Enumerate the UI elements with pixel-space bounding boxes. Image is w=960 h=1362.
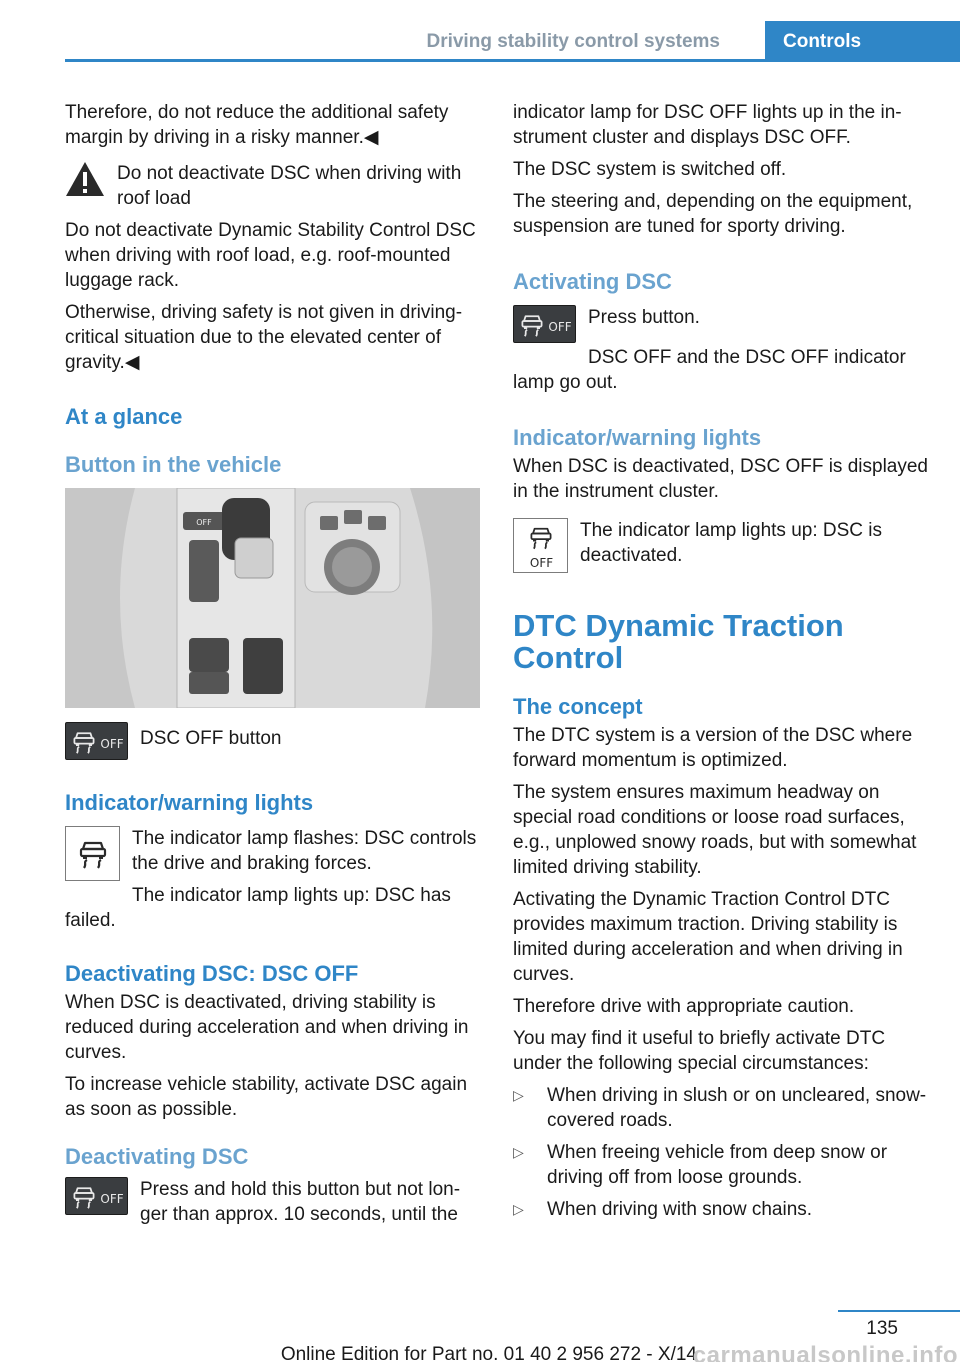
indicator-flashes-text: The indicator lamp flashes: DSC controls the drive and braking forces.: [132, 828, 477, 874]
section-title: Driving stability control systems: [426, 31, 720, 52]
activate-result-text: DSC OFF and the DSC OFF indicator lamp go out.: [513, 347, 906, 393]
heading-indicator-lights-left: Indicator/warning lights: [65, 790, 314, 815]
page-number: 135: [866, 1318, 898, 1339]
concept-paragraph-4: Therefore drive with appropriate caution.: [513, 996, 855, 1017]
deactivation-paragraph-2: To increase vehicle stability, activate DSC again as soon as possible.: [65, 1074, 468, 1120]
indicator-deactivated-text: The indicator lamp lights up: DSC is deactivated.: [580, 520, 883, 566]
concept-paragraph-2: The system ensures maximum headway on special road conditions or loose road surfaces, e.g., unplowed snowy roads, but with somewhat limited driving stability.: [513, 782, 917, 878]
warning-paragraph-2: Otherwise, driving safety is not given in driving-critical situation due to the elevated center of gravity.◀: [65, 302, 463, 373]
dsc-off-indicator-lamp-icon: [513, 518, 568, 573]
dsc-off-button-caption-row: [65, 722, 480, 762]
bullet-arrow-icon: ▷: [513, 1087, 524, 1103]
left-column: [65, 100, 480, 1234]
footer-rule: [838, 1310, 960, 1312]
concept-paragraph-5: You may find it useful to briefly activate DTC under the following special circumstances:: [513, 1028, 886, 1074]
concept-paragraph-3: Activating the Dynamic Traction Control DTC provides maximum traction. Driving stability is limited during acceleration and when driving in curves.: [513, 889, 903, 985]
warning-paragraph-1: Do not deactivate Dynamic Stability Control DSC when driving with roof load, e.g. roof-mounted luggage rack.: [65, 220, 476, 291]
heading-deactivating-dsc-off: Deactivating DSC: DSC OFF: [65, 961, 359, 986]
console-illustration: [65, 488, 480, 708]
deactivate-instruction: Press and hold this button but not longer than approx. 10 seconds, until the: [140, 1179, 461, 1225]
bullet-arrow-icon: ▷: [513, 1144, 524, 1160]
activate-press-button: Press button.: [588, 307, 700, 328]
dsc-indicator-lamp-icon: [65, 826, 120, 881]
heading-at-a-glance: At a glance: [65, 404, 183, 429]
circumstances-list: [513, 1083, 928, 1222]
off-label-text: OFF: [100, 737, 124, 751]
off-label-text: OFF: [548, 320, 572, 334]
watermark: carmanualsonline.info: [692, 1342, 958, 1362]
activate-row: [513, 305, 928, 345]
page-header: [65, 0, 960, 62]
continuation-paragraph-1: indicator lamp for DSC OFF lights up in the instrument cluster and displays DSC OFF.: [513, 102, 902, 148]
heading-button-in-vehicle: Button in the vehicle: [65, 452, 282, 477]
deactivate-row: [65, 1177, 480, 1227]
warning-block: [65, 161, 480, 211]
list-item: ▷ When driving in slush or on uncleared, snow-covered roads.: [513, 1085, 927, 1131]
off-label-text: OFF: [529, 556, 554, 570]
edition-text: Online Edition for Part no. 01 40 2 956 272 - X/14: [280, 1344, 697, 1362]
dsc-off-button-caption: DSC OFF button: [140, 728, 282, 749]
off-label-text: OFF: [100, 1192, 124, 1206]
warning-title: Do not deactivate DSC when driving with roof load: [117, 163, 462, 209]
indicator-dsc-off-text: When DSC is deactivated, DSC OFF is displayed in the instrument cluster.: [513, 456, 928, 502]
right-column: [513, 100, 928, 1229]
svg-text:OFF: OFF: [196, 518, 212, 527]
indicator-row-left: [65, 826, 480, 876]
list-item: ▷ When freeing vehicle from deep snow or driving off from loose grounds.: [513, 1142, 888, 1188]
dsc-off-button-icon: [65, 722, 128, 760]
indicator-row-right: [513, 518, 928, 568]
heading-deactivating-dsc: Deactivating DSC: [65, 1144, 249, 1169]
list-item: ▷ When driving with snow chains.: [513, 1199, 813, 1220]
intro-paragraph: Therefore, do not reduce the additional safety margin by driving in a risky manner.◀: [65, 102, 449, 148]
heading-activating-dsc: Activating DSC: [513, 269, 672, 294]
concept-paragraph-1: The DTC system is a version of the DSC where forward momentum is optimized.: [513, 725, 913, 771]
chapter-tab[interactable]: Controls: [765, 21, 960, 62]
continuation-paragraph-3: The steering and, depending on the equipment, suspension are tuned for sporty driving.: [513, 191, 913, 237]
heading-indicator-lights-right: Indicator/warning lights: [513, 425, 762, 450]
heading-dtc: DTC Dynamic Traction Control: [513, 608, 844, 675]
indicator-failed-text: The indicator lamp lights up: DSC has failed.: [65, 885, 451, 931]
heading-concept: The concept: [513, 694, 643, 719]
dsc-off-button-icon-3: [513, 305, 576, 343]
dsc-off-button-icon-2: [65, 1177, 128, 1215]
center-console-photo: [65, 488, 480, 708]
bullet-arrow-icon: ▷: [513, 1201, 524, 1217]
continuation-paragraph-2: The DSC system is switched off.: [513, 159, 787, 180]
deactivation-paragraph-1: When DSC is deactivated, driving stability is reduced during acceleration and when driving in curves.: [65, 992, 469, 1063]
warning-triangle-icon: [65, 161, 105, 197]
